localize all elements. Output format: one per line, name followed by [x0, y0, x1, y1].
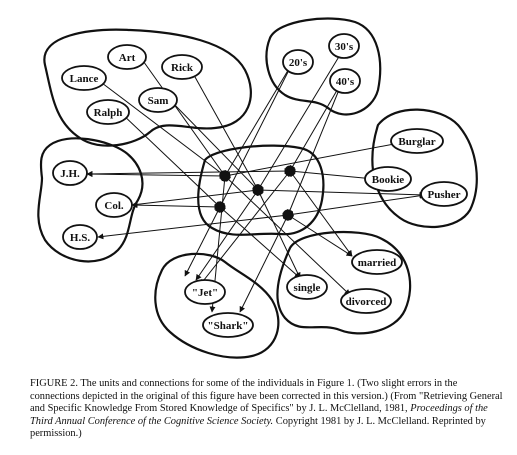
- unit-burglar: [391, 129, 443, 153]
- unit-label: married: [357, 257, 397, 269]
- unit-40s: [330, 69, 360, 93]
- unit-sam: [139, 88, 177, 112]
- caption-text: FIGURE 2. The units and connections for some of the individuals in Figure 1. (Two slight errors in the connections depicted in the original of this figure have been corrected in this version.) (From "Retrieving General and Specific Knowledge From Stored Knowledge of Specifics" by J. L. McClelland, 1981,: [30, 378, 503, 415]
- unit-label: "Jet": [191, 287, 219, 299]
- unit-ralph: [87, 100, 129, 124]
- unit-label: single: [293, 282, 321, 294]
- unit-single: [287, 275, 327, 299]
- figure-caption: [30, 378, 508, 441]
- unit-jet: [185, 280, 225, 304]
- unit-label: J.H.: [60, 168, 80, 180]
- unit-rick: [162, 55, 202, 79]
- unit-married: [352, 250, 402, 274]
- caption-source-title: Proceedings of the Third Annual Conference of the Cognitive Science Society.: [30, 403, 488, 427]
- unit-label: divorced: [345, 296, 387, 308]
- gang-region: [155, 254, 278, 358]
- hub-unit-2: [253, 185, 264, 196]
- unit-label: Art: [118, 52, 136, 64]
- unit-bookie: [365, 167, 411, 191]
- unit-label: Ralph: [93, 107, 123, 119]
- unit-label: Burglar: [398, 136, 436, 148]
- unit-pusher: [421, 182, 467, 206]
- hub-unit-1: [220, 171, 231, 182]
- unit-hs: [63, 225, 97, 249]
- unit-art: [108, 45, 146, 69]
- unit-label: "Shark": [207, 320, 249, 332]
- unit-label: 30's: [334, 41, 354, 53]
- hub-unit-3: [285, 166, 296, 177]
- unit-label: Col.: [104, 200, 124, 212]
- unit-30s: [329, 34, 359, 58]
- unit-label: Lance: [69, 73, 99, 85]
- unit-label: Pusher: [427, 189, 461, 201]
- unit-label: Rick: [171, 62, 193, 74]
- unit-col: [96, 193, 132, 217]
- unit-20s: [283, 50, 313, 74]
- unit-label: Bookie: [371, 174, 405, 186]
- hub-unit-5: [283, 210, 294, 221]
- unit-shark: [203, 313, 253, 337]
- unit-label: 40's: [335, 76, 355, 88]
- unit-lance: [62, 66, 106, 90]
- unit-jh: [53, 161, 87, 185]
- hub-unit-4: [215, 202, 226, 213]
- unit-divorced: [341, 289, 391, 313]
- unit-label: Sam: [147, 95, 169, 107]
- caption-copyright: Copyright 1981 by J. L. McClelland. Reprinted by permission.): [30, 415, 486, 440]
- unit-label: 20's: [288, 57, 308, 69]
- unit-label: H.S.: [69, 232, 91, 244]
